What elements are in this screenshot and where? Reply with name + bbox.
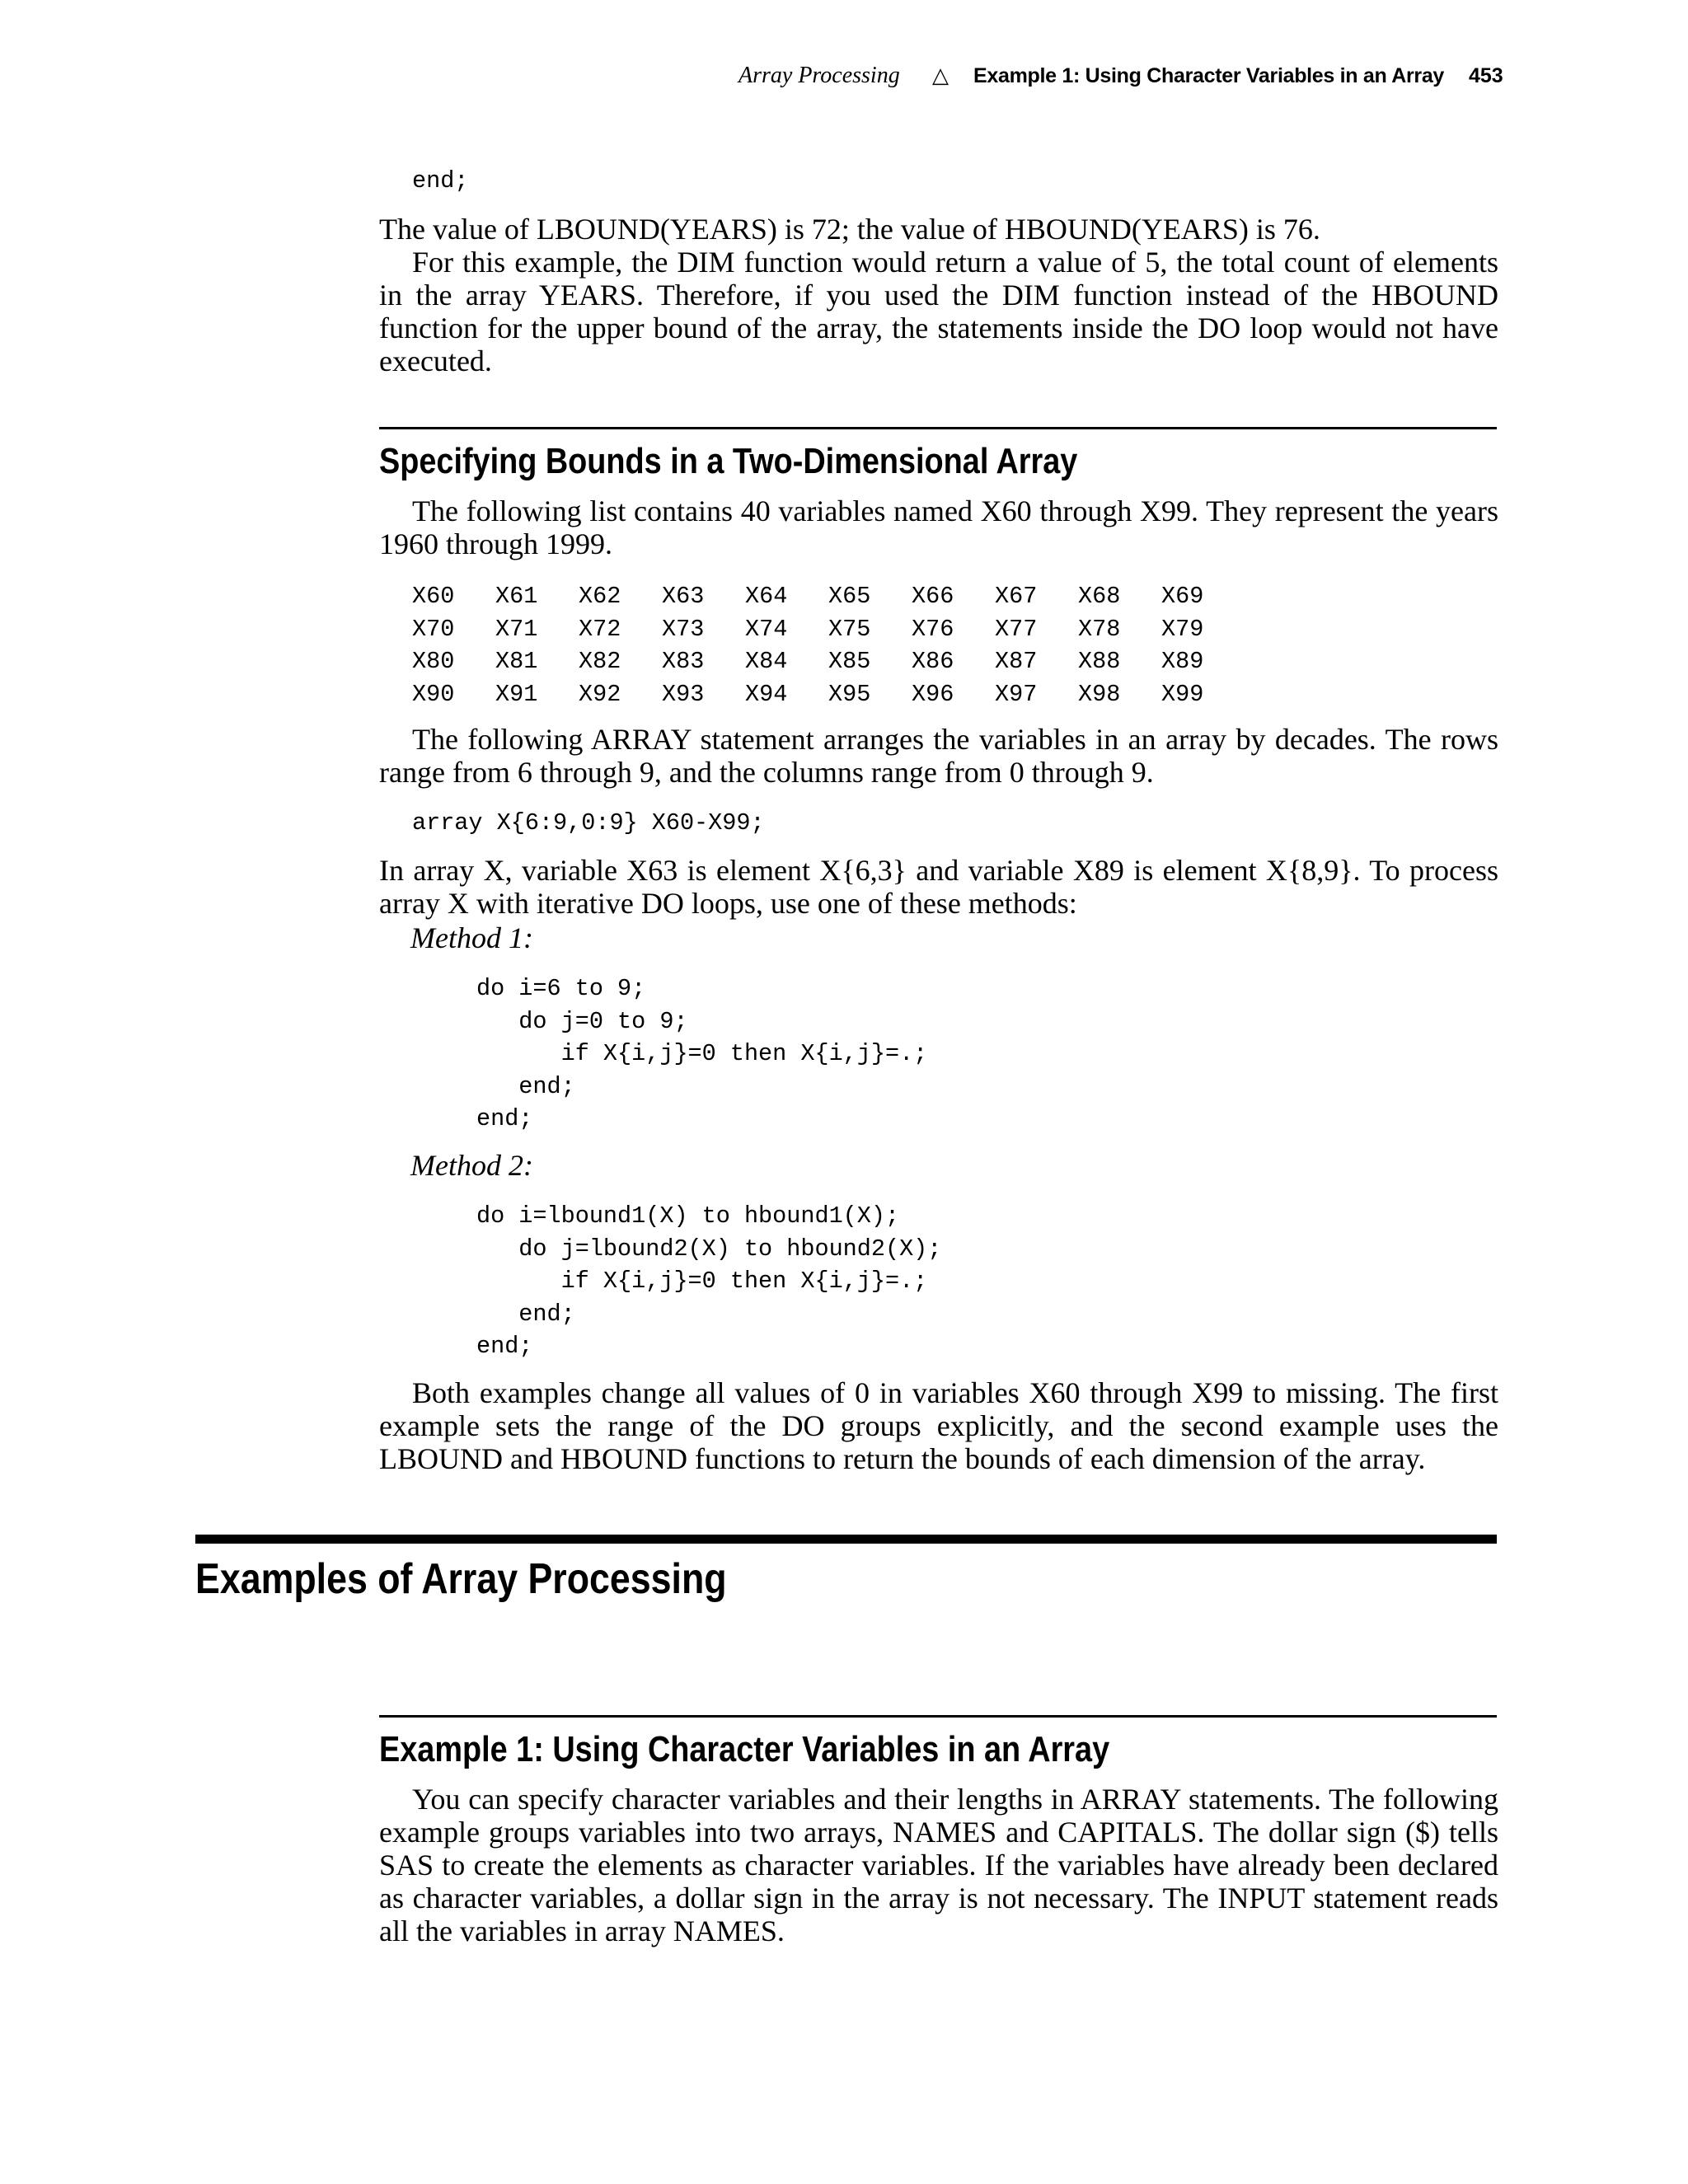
- grid-cell: X90: [412, 680, 455, 708]
- grid-cell: X74: [745, 615, 788, 643]
- grid-row: [412, 580, 1245, 613]
- header-chapter-title: Example 1: Using Character Variables in an Array: [973, 64, 1445, 87]
- grid-cell: X62: [579, 583, 621, 610]
- grid-cell: X60: [412, 583, 455, 610]
- method-2-label: Method 2:: [410, 1149, 533, 1182]
- paragraph-array-elements: In array X, variable X63 is element X{6,3} and variable X89 is element X{8,9}. To process array X with iterative DO loops, use one of these methods:: [379, 854, 1498, 920]
- grid-cell: X66: [912, 583, 954, 610]
- paragraph-character-variables: You can specify character variables and their lengths in ARRAY statements. The following example groups variables into two arrays, NAMES and CAPITALS. The dollar sign ($) tells SAS to create the elements as character variables. If the variables have already been declared as character variables, a dollar sign in the array is not necessary. The INPUT statement reads all the variables in array NAMES.: [379, 1783, 1498, 1947]
- intro-text: [379, 213, 1498, 377]
- grid-cell: X95: [828, 680, 871, 708]
- grid-cell: X97: [995, 680, 1038, 708]
- both-examples-text: [379, 1376, 1498, 1475]
- code-end-statement: end;: [412, 167, 469, 194]
- grid-cell: X72: [579, 615, 621, 643]
- triangle-icon: △: [932, 63, 949, 88]
- code-array-statement: array X{6:9,0:9} X60-X99;: [412, 809, 765, 837]
- grid-cell: X68: [1078, 583, 1121, 610]
- grid-cell: X96: [912, 680, 954, 708]
- grid-cell: X94: [745, 680, 788, 708]
- variable-grid: [412, 580, 1245, 710]
- grid-cell: X71: [495, 615, 538, 643]
- grid-cell: X73: [662, 615, 705, 643]
- paragraph-variable-list: The following list contains 40 variables named X60 through X99. They represent the years 1960 through 1999.: [379, 494, 1498, 560]
- grid-cell: X79: [1161, 615, 1204, 643]
- heading-example-1: Example 1: Using Character Variables in an Array: [379, 1729, 1110, 1769]
- grid-cell: X76: [912, 615, 954, 643]
- code-method-2: do i=lbound1(X) to hbound1(X); do j=lbound2(X) to hbound2(X); if X{i,j}=0 then X{i,j}=.; end; end;: [476, 1202, 942, 1360]
- grid-cell: X88: [1078, 648, 1121, 675]
- grid-cell: X69: [1161, 583, 1204, 610]
- header-section-name: Array Processing: [738, 63, 900, 88]
- heading-specifying-bounds: Specifying Bounds in a Two-Dimensional Array: [379, 441, 1078, 481]
- grid-row: [412, 678, 1245, 711]
- grid-cell: X67: [995, 583, 1038, 610]
- grid-cell: X91: [495, 680, 538, 708]
- grid-cell: X83: [662, 648, 705, 675]
- array-statement-intro: [379, 723, 1498, 789]
- grid-cell: X63: [662, 583, 705, 610]
- paragraph-lbound-value: The value of LBOUND(YEARS) is 72; the value of HBOUND(YEARS) is 76.: [379, 213, 1320, 246]
- section-divider: [379, 1715, 1497, 1718]
- code-method-1: do i=6 to 9; do j=0 to 9; if X{i,j}=0 then X{i,j}=.; end; end;: [476, 975, 928, 1132]
- page-number: 453: [1469, 64, 1503, 87]
- array-elements-text: [379, 854, 1498, 920]
- grid-row: [412, 645, 1245, 678]
- paragraph-both-examples: Both examples change all values of 0 in variables X60 through X99 to missing. The first example sets the range of the DO groups explicitly, and the second example uses the LBOUND and HBOUND functions to return the bounds of each dimension of the array.: [379, 1376, 1498, 1475]
- major-section-divider: [195, 1535, 1497, 1544]
- grid-cell: X93: [662, 680, 705, 708]
- grid-cell: X92: [579, 680, 621, 708]
- grid-cell: X82: [579, 648, 621, 675]
- section-divider: [379, 427, 1497, 429]
- grid-cell: X98: [1078, 680, 1121, 708]
- method-1-label: Method 1:: [410, 921, 533, 954]
- grid-cell: X61: [495, 583, 538, 610]
- heading-examples-of-array-processing: Examples of Array Processing: [195, 1555, 727, 1603]
- grid-cell: X77: [995, 615, 1038, 643]
- grid-cell: X89: [1161, 648, 1204, 675]
- grid-cell: X64: [745, 583, 788, 610]
- example-1-text: [379, 1783, 1498, 1947]
- grid-cell: X80: [412, 648, 455, 675]
- grid-cell: X70: [412, 615, 455, 643]
- grid-row: [412, 613, 1245, 646]
- grid-cell: X99: [1161, 680, 1204, 708]
- grid-cell: X65: [828, 583, 871, 610]
- grid-cell: X84: [745, 648, 788, 675]
- grid-cell: X86: [912, 648, 954, 675]
- paragraph-array-statement: The following ARRAY statement arranges the variables in an array by decades. The rows range from 6 through 9, and the columns range from 0 through 9.: [379, 723, 1498, 789]
- grid-cell: X78: [1078, 615, 1121, 643]
- bounds-intro: [379, 494, 1498, 560]
- paragraph-dim-function: For this example, the DIM function would return a value of 5, the total count of elements in the array YEARS. Therefore, if you used the DIM function instead of the HBOUND function for the upper bound of the array, the statements inside the DO loop would not have executed.: [379, 246, 1498, 377]
- grid-cell: X85: [828, 648, 871, 675]
- grid-cell: X87: [995, 648, 1038, 675]
- grid-cell: X81: [495, 648, 538, 675]
- grid-cell: X75: [828, 615, 871, 643]
